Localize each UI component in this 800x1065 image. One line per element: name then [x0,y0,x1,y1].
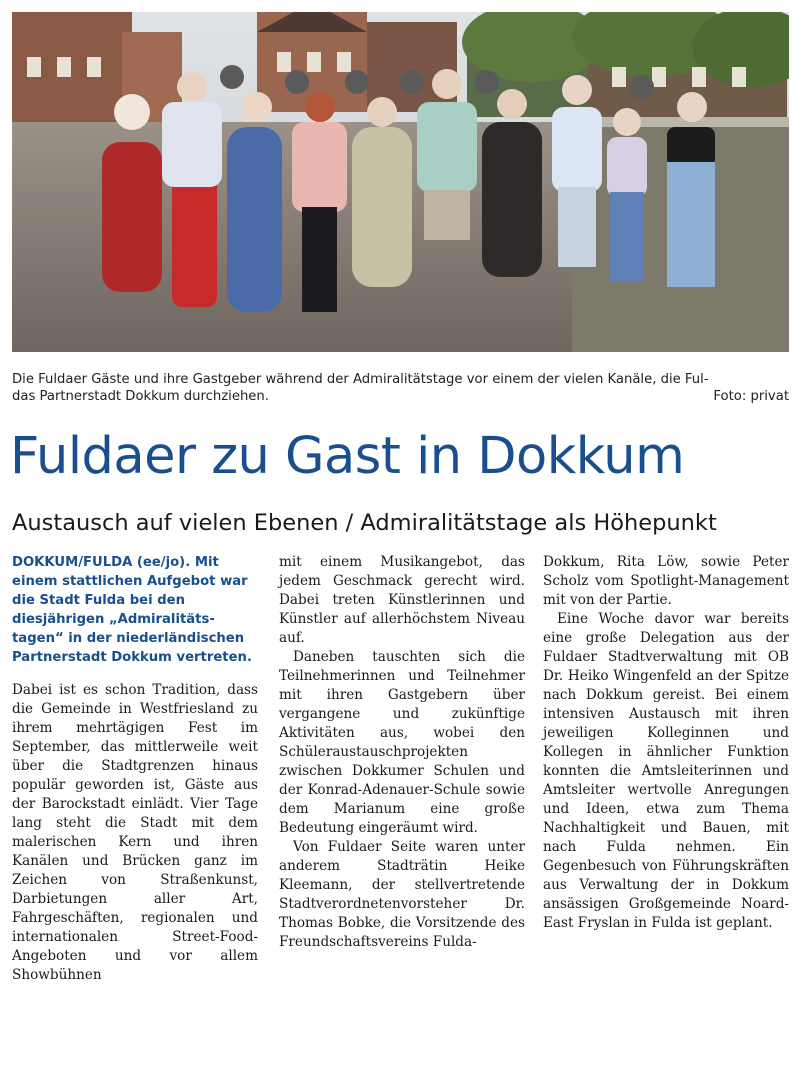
article-lead: DOKKUM/FULDA (ee/jo). Mit einem stattlichen Aufgebot war die Stadt Fulda bei den diesjährigen „Admiralitätstagen“ in der niederländischen Partnerstadt Dokkum vertreten. [12,555,252,665]
article-paragraph: mit einem Musikangebot, das jedem Geschmack gerecht wird. Dabei treten Künstlerinnen und Künstler auf allerhöchstem Niveau auf. [279,554,525,646]
photo-caption [12,371,789,405]
article-headline: Fuldaer zu Gast in Dokkum [10,427,685,486]
article-column-2 [279,553,525,952]
article-paragraph: Eine Woche davor war bereits eine große Delegation aus der Fuldaer Stadtverwaltung mit OB Dr. Heiko Wingenfeld an der Spitze nach Dokkum gereist. Bei einem intensiven Austausch mit ihren jeweiligen Kolleginnen und Kollegen in ähnlicher Funktion konnten die Amtsleiterinnen und Amtsleiter wertvolle Anregungen und Ideen, etwa zum Thema Nachhaltigkeit und Bauen, mit nach Fulda nehmen. Ein Gegenbesuch von Führungskräften aus Verwaltung der in Dokkum ansässigen Großgemeinde Noard-East Fryslan in Fulda ist geplant. [543,611,789,931]
article-subheadline: Austausch auf vielen Ebenen / Admiralitätstage als Höhepunkt [12,510,717,536]
photo-caption-line-2: das Partnerstadt Dokkum durchziehen. [12,389,269,404]
article-column-3 [543,553,789,933]
article-paragraph: Von Fuldaer Seite waren unter anderem Stadträtin Heike Kleemann, der stellvertretende Stadtverordnetenvorsteher Dr. Thomas Bobke, die Vorsitzende des Freundschaftsvereins Fulda- [279,839,525,950]
article-paragraph: Daneben tauschten sich die Teilnehmerinnen und Teilnehmer mit ihren Gastgebern über vergangene und zukünftige Aktivitäten aus, wobei den Schüleraustauschprojekten zwischen Dokkumer Schulen und der Konrad-Adenauer-Schule sowie dem Marianum eine große Bedeutung eingeräumt wird. [279,649,525,836]
article-paragraph: Dabei ist es schon Tradition, dass die Gemeinde in Westfriesland zu ihrem mehrtägigen Fest im September, das mittlerweile weit über die Stadtgrenzen hinaus populär geworden ist, Gäste aus der Barockstadt einlädt. Vier Tage lang steht die Stadt mit dem malerischen Kern und ihren Kanälen und Brücken ganz im Zeichen von Straßenkunst, Darbietungen aller Art, Fahrgeschäften, regionalen und internationalen Street-Food-Angeboten und vor allem Showbühnen [12,682,258,983]
photo-credit: Foto: privat [713,389,789,404]
group-photo-illustration [12,12,789,352]
photo-caption-line-1: Die Fuldaer Gäste und ihre Gastgeber während der Admiralitätstage vor einem der vielen Kanäle, die Ful- [12,372,709,387]
group-photo [12,12,789,352]
article-paragraph: Dokkum, Rita Löw, sowie Peter Scholz vom Spotlight-Management mit von der Partie. [543,554,789,608]
article-column-1 [12,553,258,985]
